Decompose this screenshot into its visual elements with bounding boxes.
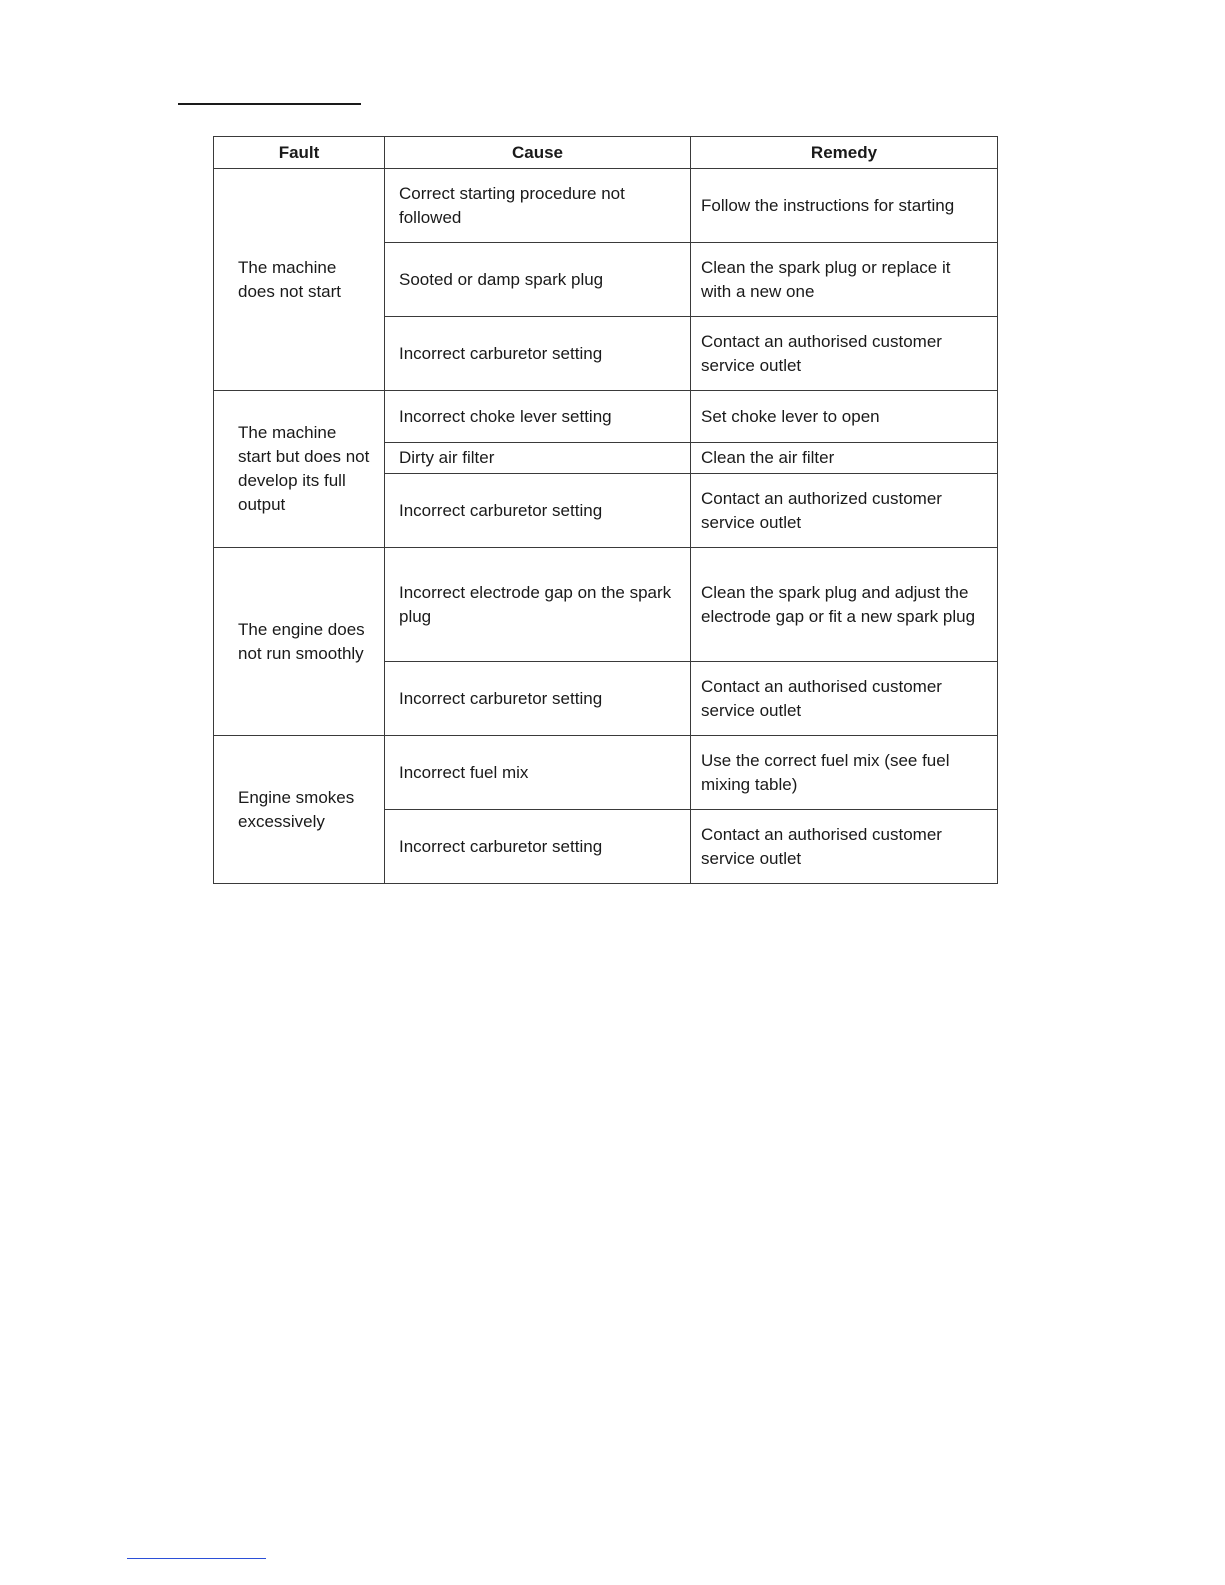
remedy-cell: Clean the air filter — [691, 443, 998, 474]
cause-cell: Incorrect fuel mix — [385, 736, 691, 810]
remedy-cell: Set choke lever to open — [691, 391, 998, 443]
remedy-cell: Clean the spark plug and adjust the electrode gap or fit a new spark plug — [691, 548, 998, 662]
footnote-rule — [127, 1558, 266, 1559]
remedy-cell: Clean the spark plug or replace it with a new one — [691, 243, 998, 317]
cause-cell: Correct starting procedure not followed — [385, 169, 691, 243]
remedy-cell: Contact an authorized customer service outlet — [691, 474, 998, 548]
fault-cell: Engine smokes excessively — [214, 736, 385, 884]
cause-cell: Incorrect carburetor setting — [385, 474, 691, 548]
cause-cell: Incorrect carburetor setting — [385, 662, 691, 736]
cause-cell: Dirty air filter — [385, 443, 691, 474]
table-row — [214, 169, 998, 243]
remedy-cell: Contact an authorised customer service outlet — [691, 317, 998, 391]
remedy-cell: Follow the instructions for starting — [691, 169, 998, 243]
fault-cell: The engine does not run smoothly — [214, 548, 385, 736]
remedy-cell: Contact an authorised customer service outlet — [691, 810, 998, 884]
remedy-cell: Contact an authorised customer service outlet — [691, 662, 998, 736]
top-rule — [178, 103, 361, 105]
table-row — [214, 548, 998, 662]
cause-cell: Incorrect choke lever setting — [385, 391, 691, 443]
fault-cell: The machine start but does not develop its full output — [214, 391, 385, 548]
cause-cell: Incorrect electrode gap on the spark plug — [385, 548, 691, 662]
remedy-cell: Use the correct fuel mix (see fuel mixing table) — [691, 736, 998, 810]
table-row — [214, 391, 998, 443]
cause-cell: Incorrect carburetor setting — [385, 810, 691, 884]
header-row — [214, 137, 998, 169]
troubleshooting-table — [213, 136, 998, 884]
header-fault: Fault — [214, 137, 385, 169]
table-row — [214, 736, 998, 810]
cause-cell: Sooted or damp spark plug — [385, 243, 691, 317]
cause-cell: Incorrect carburetor setting — [385, 317, 691, 391]
fault-cell: The machine does not start — [214, 169, 385, 391]
header-cause: Cause — [385, 137, 691, 169]
header-remedy: Remedy — [691, 137, 998, 169]
